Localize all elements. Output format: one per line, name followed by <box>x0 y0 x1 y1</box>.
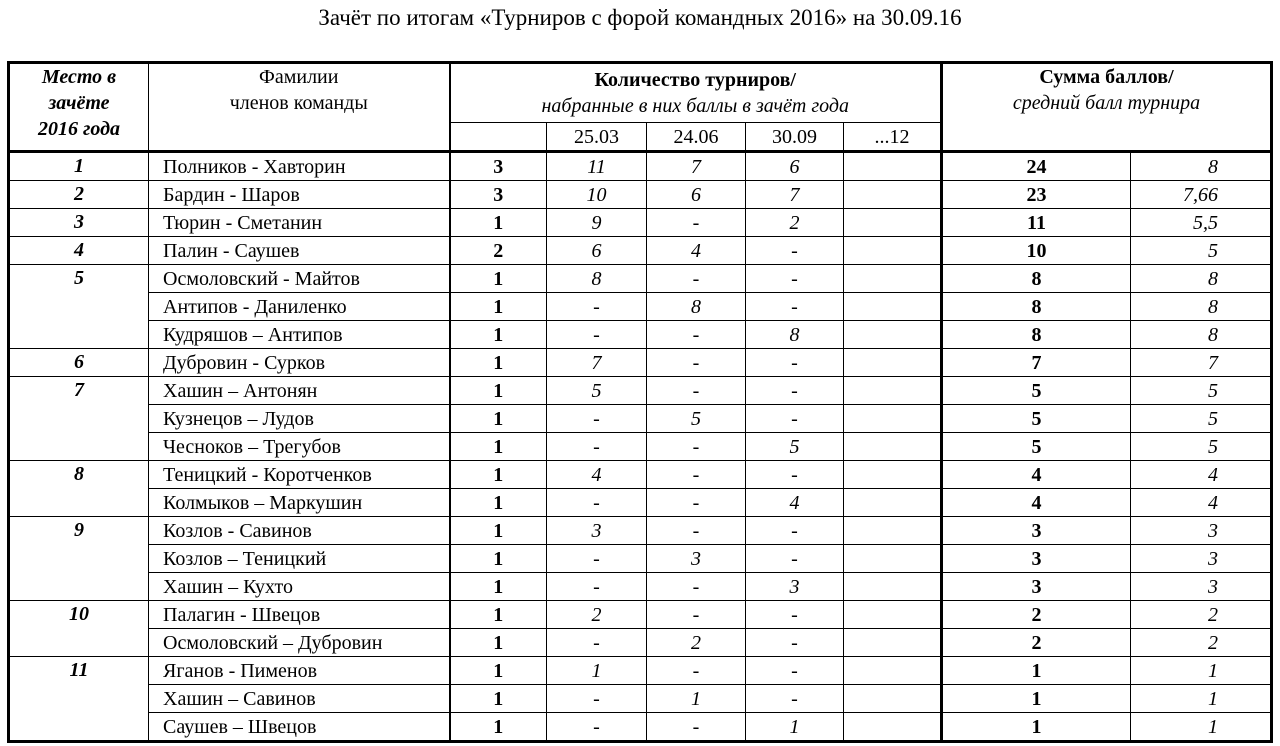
row-average: 8 <box>1131 152 1272 181</box>
row-tournament-count: 1 <box>450 209 547 237</box>
row-name: Теницкий - Коротченков <box>149 461 450 489</box>
header-sum <box>942 63 1272 152</box>
row-score-24-06: 5 <box>647 405 746 433</box>
row-place: 7 <box>9 377 149 461</box>
row-tournament-count: 1 <box>450 545 547 573</box>
row-score-24-06: - <box>647 461 746 489</box>
row-score-30-09: - <box>746 629 844 657</box>
row-score-30-09: - <box>746 685 844 713</box>
header-date-4: ...12 <box>844 123 942 152</box>
row-score-12 <box>844 601 942 629</box>
row-name: Палин - Саушев <box>149 237 450 265</box>
row-score-30-09: - <box>746 601 844 629</box>
row-score-25-03: 3 <box>547 517 647 545</box>
document-title: Зачёт по итогам «Турниров с форой командных 2016» на 30.09.16 <box>318 5 962 30</box>
row-score-30-09: - <box>746 349 844 377</box>
header-date-1: 25.03 <box>547 123 647 152</box>
row-sum: 2 <box>942 629 1131 657</box>
row-score-25-03: 6 <box>547 237 647 265</box>
row-tournament-count: 1 <box>450 293 547 321</box>
row-tournament-count: 3 <box>450 181 547 209</box>
row-place: 5 <box>9 265 149 349</box>
header-names-line-1: Фамилии <box>259 66 339 88</box>
row-name: Чесноков – Трегубов <box>149 433 450 461</box>
row-score-12 <box>844 657 942 685</box>
row-name: Хашин – Антонян <box>149 377 450 405</box>
table-row <box>9 573 1272 601</box>
row-score-24-06: - <box>647 265 746 293</box>
row-name: Полников - Хавторин <box>149 152 450 181</box>
table-row <box>9 152 1272 181</box>
row-score-25-03: - <box>547 573 647 601</box>
row-average: 3 <box>1131 517 1272 545</box>
row-score-24-06: - <box>647 377 746 405</box>
row-score-24-06: - <box>647 713 746 742</box>
row-score-30-09: - <box>746 517 844 545</box>
row-score-24-06: 4 <box>647 237 746 265</box>
row-name: Колмыков – Маркушин <box>149 489 450 517</box>
row-score-30-09: 8 <box>746 321 844 349</box>
row-name: Хашин – Кухто <box>149 573 450 601</box>
row-average: 5 <box>1131 433 1272 461</box>
row-average: 4 <box>1131 461 1272 489</box>
row-score-12 <box>844 433 942 461</box>
row-average: 4 <box>1131 489 1272 517</box>
row-tournament-count: 1 <box>450 265 547 293</box>
row-score-30-09: 3 <box>746 573 844 601</box>
header-count-title: Количество турниров/ <box>594 69 796 91</box>
table-row <box>9 265 1272 293</box>
row-score-24-06: - <box>647 657 746 685</box>
header-names <box>149 63 450 152</box>
row-place: 1 <box>9 152 149 181</box>
row-score-24-06: 3 <box>647 545 746 573</box>
row-score-30-09: 6 <box>746 152 844 181</box>
row-tournament-count: 1 <box>450 657 547 685</box>
row-score-24-06: 2 <box>647 629 746 657</box>
row-score-12 <box>844 209 942 237</box>
table-row <box>9 377 1272 405</box>
row-average: 7 <box>1131 349 1272 377</box>
row-sum: 1 <box>942 657 1131 685</box>
row-score-25-03: 5 <box>547 377 647 405</box>
row-tournament-count: 2 <box>450 237 547 265</box>
row-sum: 23 <box>942 181 1131 209</box>
table-row <box>9 237 1272 265</box>
row-tournament-count: 1 <box>450 685 547 713</box>
row-average: 3 <box>1131 545 1272 573</box>
row-score-25-03: - <box>547 685 647 713</box>
row-name: Дубровин - Сурков <box>149 349 450 377</box>
table-row <box>9 181 1272 209</box>
row-score-12 <box>844 405 942 433</box>
row-place: 6 <box>9 349 149 377</box>
row-score-25-03: 9 <box>547 209 647 237</box>
table-row <box>9 405 1272 433</box>
row-score-24-06: 1 <box>647 685 746 713</box>
row-score-12 <box>844 685 942 713</box>
row-score-12 <box>844 713 942 742</box>
row-score-24-06: - <box>647 349 746 377</box>
row-score-25-03: 10 <box>547 181 647 209</box>
row-score-24-06: - <box>647 517 746 545</box>
row-score-24-06: 7 <box>647 152 746 181</box>
row-sum: 3 <box>942 545 1131 573</box>
table-row <box>9 713 1272 742</box>
row-name: Осмоловский – Дубровин <box>149 629 450 657</box>
row-score-24-06: - <box>647 489 746 517</box>
row-place: 3 <box>9 209 149 237</box>
row-score-25-03: 2 <box>547 601 647 629</box>
row-average: 1 <box>1131 657 1272 685</box>
row-sum: 8 <box>942 293 1131 321</box>
row-average: 1 <box>1131 713 1272 742</box>
row-sum: 4 <box>942 461 1131 489</box>
row-sum: 3 <box>942 573 1131 601</box>
row-sum: 2 <box>942 601 1131 629</box>
row-score-25-03: 4 <box>547 461 647 489</box>
row-score-12 <box>844 349 942 377</box>
row-score-12 <box>844 545 942 573</box>
row-name: Бардин - Шаров <box>149 181 450 209</box>
row-score-24-06: - <box>647 573 746 601</box>
row-tournament-count: 1 <box>450 461 547 489</box>
row-score-25-03: - <box>547 433 647 461</box>
row-score-30-09: - <box>746 405 844 433</box>
row-tournament-count: 1 <box>450 349 547 377</box>
row-name: Палагин - Швецов <box>149 601 450 629</box>
row-score-30-09: 7 <box>746 181 844 209</box>
row-sum: 11 <box>942 209 1131 237</box>
row-score-25-03: - <box>547 713 647 742</box>
row-sum: 5 <box>942 405 1131 433</box>
row-tournament-count: 1 <box>450 713 547 742</box>
row-score-30-09: - <box>746 657 844 685</box>
row-score-30-09: 4 <box>746 489 844 517</box>
row-average: 8 <box>1131 265 1272 293</box>
row-score-25-03: - <box>547 321 647 349</box>
row-score-30-09: - <box>746 265 844 293</box>
standings-table <box>7 61 1273 743</box>
row-average: 5,5 <box>1131 209 1272 237</box>
table-row <box>9 461 1272 489</box>
row-score-12 <box>844 461 942 489</box>
row-score-30-09: - <box>746 237 844 265</box>
row-place: 11 <box>9 657 149 742</box>
row-score-25-03: - <box>547 489 647 517</box>
header-place-line-3: 2016 года <box>37 118 121 140</box>
row-tournament-count: 1 <box>450 321 547 349</box>
row-tournament-count: 1 <box>450 601 547 629</box>
row-sum: 8 <box>942 321 1131 349</box>
row-score-12 <box>844 377 942 405</box>
row-name: Осмоловский - Майтов <box>149 265 450 293</box>
row-name: Козлов – Теницкий <box>149 545 450 573</box>
row-score-12 <box>844 629 942 657</box>
header-place <box>9 63 149 152</box>
row-sum: 7 <box>942 349 1131 377</box>
row-name: Козлов - Савинов <box>149 517 450 545</box>
row-sum: 4 <box>942 489 1131 517</box>
row-average: 8 <box>1131 321 1272 349</box>
header-place-line-2: зачёте <box>48 92 110 114</box>
row-score-24-06: - <box>647 321 746 349</box>
header-date-2: 24.06 <box>647 123 746 152</box>
row-score-30-09: 2 <box>746 209 844 237</box>
row-score-24-06: - <box>647 433 746 461</box>
row-place: 8 <box>9 461 149 517</box>
table-row <box>9 545 1272 573</box>
row-score-12 <box>844 152 942 181</box>
table-row <box>9 433 1272 461</box>
row-average: 2 <box>1131 629 1272 657</box>
header-count-sub: набранные в них баллы в зачёт года <box>541 95 849 117</box>
row-score-24-06: 6 <box>647 181 746 209</box>
header-sum-sub: средний балл турнира <box>1012 92 1201 114</box>
row-sum: 1 <box>942 713 1131 742</box>
table-row <box>9 601 1272 629</box>
row-name: Кузнецов – Лудов <box>149 405 450 433</box>
row-sum: 5 <box>942 377 1131 405</box>
row-place: 10 <box>9 601 149 657</box>
row-score-25-03: 1 <box>547 657 647 685</box>
table-row <box>9 209 1272 237</box>
row-score-25-03: - <box>547 545 647 573</box>
row-score-24-06: - <box>647 601 746 629</box>
row-tournament-count: 1 <box>450 629 547 657</box>
row-name: Яганов - Пименов <box>149 657 450 685</box>
row-score-30-09: - <box>746 377 844 405</box>
header-names-line-2: членов команды <box>229 92 368 114</box>
row-average: 5 <box>1131 377 1272 405</box>
row-tournament-count: 1 <box>450 405 547 433</box>
row-score-12 <box>844 293 942 321</box>
table-row <box>9 517 1272 545</box>
row-tournament-count: 1 <box>450 489 547 517</box>
row-score-25-03: - <box>547 629 647 657</box>
row-score-30-09: - <box>746 545 844 573</box>
row-score-25-03: 8 <box>547 265 647 293</box>
header-row-top <box>9 63 1272 123</box>
row-average: 7,66 <box>1131 181 1272 209</box>
row-average: 5 <box>1131 237 1272 265</box>
row-score-30-09: - <box>746 293 844 321</box>
header-count-empty <box>450 123 547 152</box>
row-name: Кудряшов – Антипов <box>149 321 450 349</box>
row-score-24-06: 8 <box>647 293 746 321</box>
row-average: 8 <box>1131 293 1272 321</box>
row-score-12 <box>844 237 942 265</box>
header-date-3: 30.09 <box>746 123 844 152</box>
row-score-24-06: - <box>647 209 746 237</box>
row-sum: 8 <box>942 265 1131 293</box>
row-score-12 <box>844 321 942 349</box>
row-tournament-count: 3 <box>450 152 547 181</box>
row-average: 5 <box>1131 405 1272 433</box>
row-name: Антипов - Даниленко <box>149 293 450 321</box>
table-row <box>9 321 1272 349</box>
row-score-12 <box>844 265 942 293</box>
table-row <box>9 685 1272 713</box>
row-score-30-09: 5 <box>746 433 844 461</box>
row-name: Тюрин - Сметанин <box>149 209 450 237</box>
row-score-25-03: - <box>547 293 647 321</box>
row-sum: 10 <box>942 237 1131 265</box>
row-tournament-count: 1 <box>450 517 547 545</box>
table-row <box>9 489 1272 517</box>
row-score-30-09: - <box>746 461 844 489</box>
row-average: 3 <box>1131 573 1272 601</box>
row-tournament-count: 1 <box>450 377 547 405</box>
row-score-12 <box>844 489 942 517</box>
header-count <box>450 63 942 123</box>
table-row <box>9 657 1272 685</box>
row-score-12 <box>844 181 942 209</box>
table-row <box>9 349 1272 377</box>
row-average: 1 <box>1131 685 1272 713</box>
row-place: 2 <box>9 181 149 209</box>
row-score-30-09: 1 <box>746 713 844 742</box>
row-tournament-count: 1 <box>450 433 547 461</box>
row-score-12 <box>844 517 942 545</box>
header-sum-title: Сумма баллов/ <box>1039 66 1174 88</box>
row-place: 9 <box>9 517 149 601</box>
row-name: Хашин – Савинов <box>149 685 450 713</box>
row-name: Саушев – Швецов <box>149 713 450 742</box>
row-score-25-03: 7 <box>547 349 647 377</box>
row-score-25-03: 11 <box>547 152 647 181</box>
table-row <box>9 629 1272 657</box>
row-tournament-count: 1 <box>450 573 547 601</box>
row-place: 4 <box>9 237 149 265</box>
row-average: 2 <box>1131 601 1272 629</box>
row-sum: 3 <box>942 517 1131 545</box>
table-row <box>9 293 1272 321</box>
row-sum: 24 <box>942 152 1131 181</box>
header-place-line-1: Место в <box>41 66 117 88</box>
row-score-12 <box>844 573 942 601</box>
row-sum: 1 <box>942 685 1131 713</box>
row-score-25-03: - <box>547 405 647 433</box>
row-sum: 5 <box>942 433 1131 461</box>
